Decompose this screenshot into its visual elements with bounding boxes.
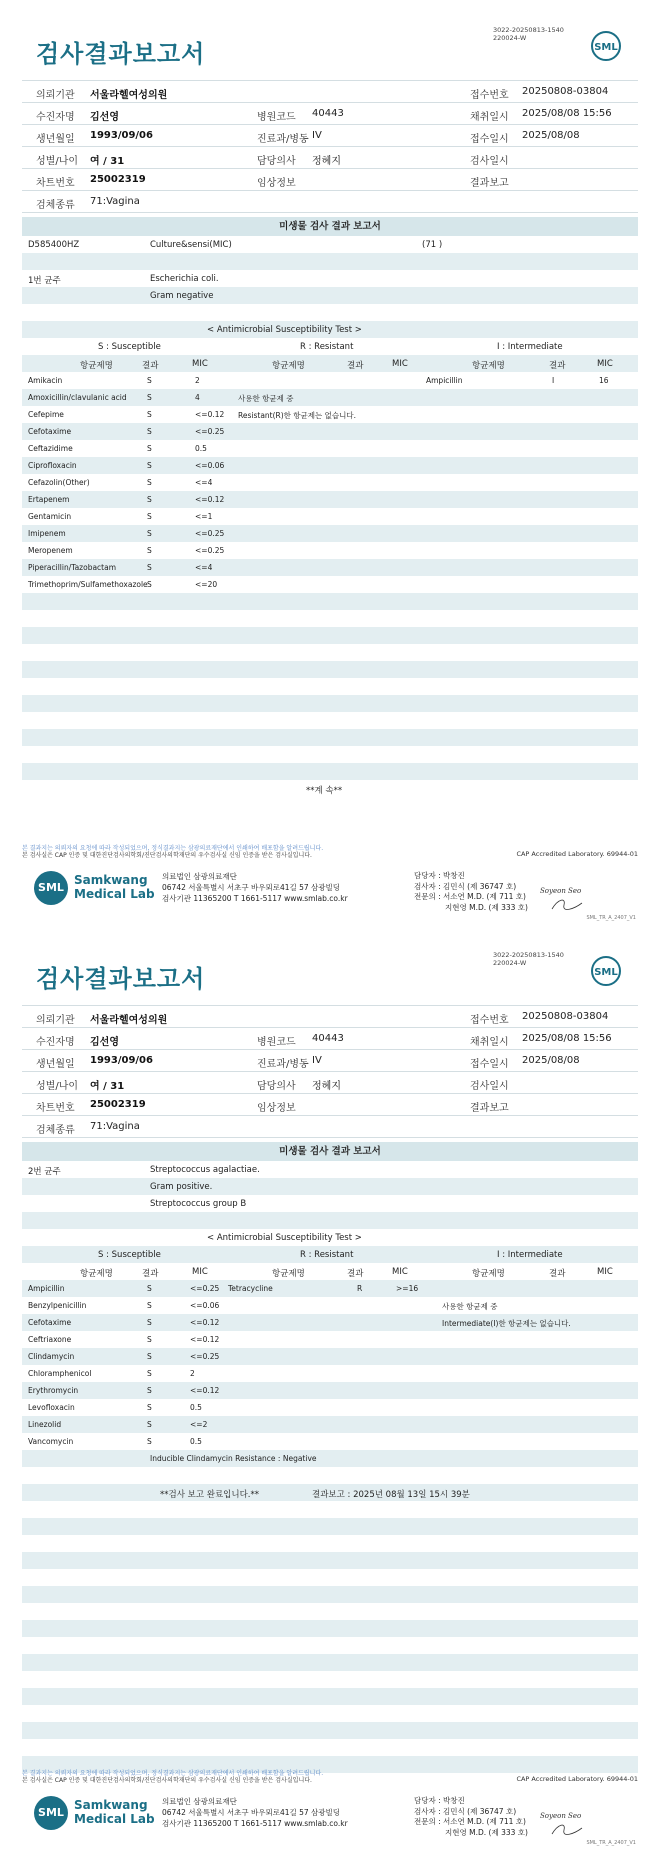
staff-list [414, 1796, 528, 1838]
value-collected: 2025/08/08 15:56 [522, 108, 612, 119]
drug-result: S [147, 1420, 152, 1429]
drug-result: S [147, 580, 152, 589]
footer-notice: 본 결과지는 의뢰자의 요청에 따라 작성되었으며, 정식결과지는 삼광의료재단에서 인쇄하여 배포함을 알려드립니다. [22, 1770, 324, 1777]
value-receipt-no: 20250808-03804 [522, 86, 609, 97]
drug-name: Piperacillin/Tazobactam [28, 563, 117, 572]
test-row [22, 236, 638, 253]
col-drug: 항균제명 [80, 1269, 113, 1279]
group-row [22, 1195, 638, 1212]
label-institution: 의뢰기관 [36, 90, 75, 101]
spacer-row [22, 1603, 638, 1620]
spacer-row [22, 729, 638, 746]
document-id-line2: 220024-W [493, 34, 527, 42]
staff-specialist-2: 지현영 M.D. (제 333 호) [445, 902, 528, 912]
legend-resistant: R : Resistant [300, 1250, 354, 1260]
ast-row [22, 423, 638, 440]
value-sex-age: 여 / 31 [90, 1081, 125, 1092]
ast-row [22, 1280, 638, 1297]
drug-result: S [147, 410, 152, 419]
drug-result: S [147, 1386, 152, 1395]
document-id [493, 26, 564, 42]
isolate-label: 2번 균주 [28, 1167, 61, 1177]
spacer-row [22, 1552, 638, 1569]
spacer-row [22, 678, 638, 695]
label-collected: 채취일시 [470, 1037, 509, 1048]
drug-mic: <=0.25 [190, 1352, 220, 1361]
drug-result: S [147, 444, 152, 453]
drug-result: S [147, 1352, 152, 1361]
document-id [493, 951, 564, 967]
value-institution: 서울라헬여성의원 [90, 90, 168, 101]
ast-row [22, 559, 638, 576]
drug-name: Tetracycline [228, 1284, 273, 1293]
value-dob: 1993/09/06 [90, 130, 153, 141]
staff-specialist-1: 전문의 : 서소연 M.D. (제 711 호) [414, 1817, 526, 1826]
drug-mic: <=0.12 [195, 410, 225, 419]
drug-name: Ceftriaxone [28, 1335, 72, 1344]
spacer-row [22, 1671, 638, 1688]
ast-row [22, 1348, 638, 1365]
spacer-row [22, 644, 638, 661]
drug-name: Trimethoprim/Sulfamethoxazole [28, 580, 148, 589]
drug-result: S [147, 1318, 152, 1327]
drug-mic: <=0.12 [190, 1318, 220, 1327]
drug-name: Imipenem [28, 529, 66, 538]
drug-mic: <=0.06 [190, 1301, 220, 1310]
value-specimen: 71:Vagina [90, 196, 140, 207]
spacer-row [22, 1569, 638, 1586]
brand-line2: Medical Lab [74, 1812, 155, 1826]
spacer-row [22, 712, 638, 729]
drug-result: S [147, 1335, 152, 1344]
label-collected: 채취일시 [470, 112, 509, 123]
ast-row [22, 1297, 638, 1314]
drug-result: S [147, 495, 152, 504]
drug-name: Amoxicillin/clavulanic acid [28, 393, 127, 402]
value-dob: 1993/09/06 [90, 1055, 153, 1066]
col-mic: MIC [597, 1267, 613, 1277]
report-page-2 [0, 925, 655, 1850]
cap-accreditation: CAP Accredited Laboratory. 69944-01 [516, 1775, 638, 1783]
col-result: 결과 [142, 1269, 159, 1279]
col-mic: MIC [392, 359, 408, 369]
label-hospital-code: 병원코드 [257, 1037, 296, 1048]
drug-mic: <=4 [195, 478, 213, 487]
legend-resistant: R : Resistant [300, 342, 354, 352]
label-doctor: 담당의사 [257, 1081, 296, 1092]
spacer-row [22, 1586, 638, 1603]
label-dept: 진료과/병동 [257, 1059, 309, 1070]
ast-row [22, 491, 638, 508]
gram-stain: Gram positive. [150, 1182, 213, 1192]
org-name: 의료법인 삼광의료재단 [162, 1797, 237, 1806]
note-line: Resistant(R)한 항균제는 없습니다. [238, 411, 357, 420]
drug-name: Chloramphenicol [28, 1369, 92, 1378]
drug-result: S [147, 563, 152, 572]
organism-name: Streptococcus agalactiae. [150, 1165, 260, 1175]
col-result: 결과 [347, 361, 364, 371]
ast-row [22, 372, 638, 389]
label-institution: 의뢰기관 [36, 1015, 75, 1026]
drug-result: S [147, 393, 152, 402]
document-id-line2: 220024-W [493, 959, 527, 967]
ast-row [22, 1433, 638, 1450]
label-dob: 생년월일 [36, 134, 75, 145]
page-title: 검사결과보고서 [36, 40, 206, 68]
drug-mic: 4 [195, 393, 200, 402]
ast-column-header-row [22, 355, 638, 372]
spacer-row [22, 253, 638, 270]
label-sex-age: 성별/나이 [36, 156, 79, 167]
sml-footer-logo-icon: SML [34, 871, 68, 905]
ast-row [22, 542, 638, 559]
footer-cert: 본 검사실은 CAP 인증 및 대한진단검사의학회/진단검사의학재단의 우수검사실 신임 인증을 받은 검사실입니다. [22, 1777, 312, 1784]
label-clinical: 임상정보 [257, 178, 296, 189]
footer-notice: 본 결과지는 의뢰자의 요청에 따라 작성되었으며, 정식결과지는 삼광의료재단에서 인쇄하여 배포함을 알려드립니다. [22, 845, 324, 852]
drug-mic: <=2 [190, 1420, 208, 1429]
form-version: SML_TR_A_2407_V1 [586, 1840, 636, 1846]
col-drug: 항균제명 [472, 1269, 505, 1279]
inducible-row [22, 1450, 638, 1467]
drug-mic: <=0.25 [195, 529, 225, 538]
staff-specialist-1: 전문의 : 서소연 M.D. (제 711 호) [414, 892, 526, 901]
ast-title-row [22, 321, 638, 338]
signature-text: Soyeon Seo [540, 1812, 582, 1820]
sml-logo-icon: SML [591, 31, 621, 61]
value-collected: 2025/08/08 15:56 [522, 1033, 612, 1044]
drug-mic: <=1 [195, 512, 213, 521]
drug-mic: <=0.06 [195, 461, 225, 470]
value-chart: 25002319 [90, 1099, 146, 1110]
patient-info-header [22, 1005, 638, 1138]
form-version: SML_TR_A_2407_V1 [586, 915, 636, 921]
label-chart: 차트번호 [36, 1103, 75, 1114]
continued-text: **계 속** [306, 786, 343, 796]
drug-mic: 16 [599, 376, 609, 385]
legend-intermediate: I : Intermediate [497, 1250, 563, 1260]
value-specimen: 71:Vagina [90, 1121, 140, 1132]
signature-icon [538, 883, 598, 913]
value-sex-age: 여 / 31 [90, 156, 125, 167]
label-tested: 검사일시 [470, 1081, 509, 1092]
brand-name [74, 873, 155, 901]
drug-result: S [147, 546, 152, 555]
drug-result: S [147, 1437, 152, 1446]
organism-name: Escherichia coli. [150, 274, 219, 284]
ast-legend-row [22, 338, 638, 355]
staff-manager: 담당자 : 박창진 [414, 871, 465, 880]
staff-specialist-2: 지현영 M.D. (제 333 호) [445, 1827, 528, 1837]
org-address: 06742 서울특별시 서초구 바우뫼로41길 57 삼광빌딩 [162, 883, 341, 892]
drug-mic: 0.5 [190, 1437, 202, 1446]
label-received: 접수일시 [470, 134, 509, 145]
label-tested: 검사일시 [470, 156, 509, 167]
drug-mic: 2 [195, 376, 200, 385]
drug-name: Vancomycin [28, 1437, 74, 1446]
value-doctor: 정혜지 [312, 156, 341, 167]
ast-column-header-row [22, 1263, 638, 1280]
drug-name: Ciprofloxacin [28, 461, 77, 470]
org-contact: 검사기관 11365200 T 1661-5117 www.smlab.co.kr [162, 1819, 348, 1828]
ast-row [22, 525, 638, 542]
isolate-label: 1번 균주 [28, 276, 61, 286]
spacer-row [22, 1535, 638, 1552]
page2-results [22, 1161, 638, 1773]
drug-name: Cefotaxime [28, 1318, 72, 1327]
legend-intermediate: I : Intermediate [497, 342, 563, 352]
drug-name: Benzylpenicillin [28, 1301, 87, 1310]
brand-line1: Samkwang [74, 1798, 148, 1812]
label-reported: 결과보고 [470, 178, 509, 189]
label-patient: 수진자명 [36, 112, 75, 123]
label-dept: 진료과/병동 [257, 134, 309, 145]
drug-result: S [147, 512, 152, 521]
label-reported: 결과보고 [470, 1103, 509, 1114]
drug-result: S [147, 1301, 152, 1310]
document-id-line1: 3022-20250813-1540 [493, 951, 564, 959]
note-line: 사용한 항균제 중 [238, 394, 294, 403]
ast-title-row [22, 1229, 638, 1246]
spacer-row [22, 1637, 638, 1654]
staff-tester: 검사자 : 김민식 (제 36747 호) [414, 1806, 517, 1816]
col-mic: MIC [597, 359, 613, 369]
spacer-row [22, 1501, 638, 1518]
gram-stain: Gram negative [150, 291, 214, 301]
institution-address [162, 1796, 348, 1829]
col-drug: 항균제명 [272, 1269, 305, 1279]
drug-result: S [147, 1284, 152, 1293]
institution-address [162, 871, 348, 904]
col-result: 결과 [549, 1269, 566, 1279]
legend-susceptible: S : Susceptible [98, 1250, 161, 1260]
drug-mic: <=20 [195, 580, 218, 589]
document-id-line1: 3022-20250813-1540 [493, 26, 564, 34]
spacer-row [22, 1688, 638, 1705]
label-doctor: 담당의사 [257, 156, 296, 167]
footer-cert: 본 검사실은 CAP 인증 및 대한진단검사의학회/진단검사의학재단의 우수검사실 신임 인증을 받은 검사실입니다. [22, 852, 312, 859]
label-sex-age: 성별/나이 [36, 1081, 79, 1092]
value-chart: 25002319 [90, 174, 146, 185]
page-title: 검사결과보고서 [36, 965, 206, 993]
gram-row [22, 287, 638, 304]
cap-accreditation: CAP Accredited Laboratory. 69944-01 [516, 850, 638, 858]
ast-row [22, 457, 638, 474]
ast-row [22, 1314, 638, 1331]
label-dob: 생년월일 [36, 1059, 75, 1070]
drug-result: S [147, 427, 152, 436]
drug-name: Ceftazidime [28, 444, 73, 453]
label-receipt-no: 접수번호 [470, 90, 509, 101]
note-line: Intermediate(I)한 항균제는 없습니다. [442, 1319, 571, 1328]
col-drug: 항균제명 [272, 361, 305, 371]
drug-mic: 0.5 [190, 1403, 202, 1412]
ast-title: < Antimicrobial Susceptibility Test > [207, 1233, 362, 1243]
drug-result: S [147, 376, 152, 385]
org-name: 의료법인 삼광의료재단 [162, 872, 237, 881]
spacer-row [22, 1518, 638, 1535]
value-institution: 서울라헬여성의원 [90, 1015, 168, 1026]
drug-name: Ertapenem [28, 495, 70, 504]
inducible-clindamycin: Inducible Clindamycin Resistance : Negative [150, 1454, 317, 1463]
ast-row [22, 508, 638, 525]
drug-result: S [147, 1369, 152, 1378]
col-result: 결과 [347, 1269, 364, 1279]
isolate-row [22, 270, 638, 287]
drug-name: Cefotaxime [28, 427, 72, 436]
staff-manager: 담당자 : 박창진 [414, 1796, 465, 1805]
drug-mic: >=16 [396, 1284, 419, 1293]
drug-name: Cefepime [28, 410, 64, 419]
spacer-row [22, 1620, 638, 1637]
drug-name: Levofloxacin [28, 1403, 75, 1412]
patient-info-header [22, 80, 638, 213]
label-specimen: 검체종류 [36, 1125, 75, 1136]
test-value: (71 ) [422, 240, 443, 250]
value-receipt-no: 20250808-03804 [522, 1011, 609, 1022]
value-received: 2025/08/08 [522, 130, 580, 141]
drug-mic: <=0.12 [190, 1386, 220, 1395]
ast-row [22, 1399, 638, 1416]
spacer-row [22, 1739, 638, 1756]
col-drug: 항균제명 [80, 361, 113, 371]
spacer-row [22, 1722, 638, 1739]
spacer-row [22, 1654, 638, 1671]
drug-name: Ampicillin [426, 376, 463, 385]
drug-result: S [147, 1403, 152, 1412]
label-received: 접수일시 [470, 1059, 509, 1070]
spacer-row [22, 627, 638, 644]
ast-row [22, 389, 638, 406]
sml-logo-icon: SML [591, 956, 621, 986]
signature-icon [538, 1808, 598, 1838]
drug-mic: 0.5 [195, 444, 207, 453]
drug-result: S [147, 461, 152, 470]
col-result: 결과 [549, 361, 566, 371]
drug-result: R [357, 1284, 363, 1293]
ast-row [22, 406, 638, 423]
ast-row [22, 1365, 638, 1382]
ast-row [22, 1416, 638, 1433]
ast-row [22, 1382, 638, 1399]
brand-name [74, 1798, 155, 1826]
drug-mic: <=0.12 [190, 1335, 220, 1344]
org-address: 06742 서울특별시 서초구 바우뫼로41길 57 삼광빌딩 [162, 1808, 341, 1817]
report-complete-row [22, 1484, 638, 1501]
drug-name: Ampicillin [28, 1284, 65, 1293]
drug-mic: <=0.25 [190, 1284, 220, 1293]
org-contact: 검사기관 11365200 T 1661-5117 www.smlab.co.kr [162, 894, 348, 903]
micro-section [22, 1142, 638, 1161]
ast-legend-row [22, 1246, 638, 1263]
drug-name: Amikacin [28, 376, 63, 385]
value-patient: 김선영 [90, 1037, 119, 1048]
spacer-row [22, 1705, 638, 1722]
section-title: 미생물 검사 결과 보고서 [22, 217, 638, 236]
continued-row [22, 780, 638, 797]
label-clinical: 임상정보 [257, 1103, 296, 1114]
spacer-row [22, 661, 638, 678]
col-result: 결과 [142, 361, 159, 371]
legend-susceptible: S : Susceptible [98, 342, 161, 352]
value-hospital-code: 40443 [312, 108, 344, 119]
ast-row [22, 1331, 638, 1348]
report-complete: **검사 보고 완료입니다.** [160, 1490, 260, 1500]
drug-name: Meropenem [28, 546, 73, 555]
note-line: 사용한 항균제 중 [442, 1302, 498, 1311]
brand-line1: Samkwang [74, 873, 148, 887]
spacer-row [22, 610, 638, 627]
staff-tester: 검사자 : 김민식 (제 36747 호) [414, 881, 517, 891]
drug-name: Erythromycin [28, 1386, 79, 1395]
section-title: 미생물 검사 결과 보고서 [22, 1142, 638, 1161]
drug-mic: <=0.25 [195, 427, 225, 436]
drug-name: Cefazolin(Other) [28, 478, 90, 487]
label-patient: 수진자명 [36, 1037, 75, 1048]
micro-section [22, 217, 638, 236]
brand-line2: Medical Lab [74, 887, 155, 901]
drug-mic: <=0.25 [195, 546, 225, 555]
drug-mic: 2 [190, 1369, 195, 1378]
sml-footer-logo-icon: SML [34, 1796, 68, 1830]
value-received: 2025/08/08 [522, 1055, 580, 1066]
col-mic: MIC [192, 359, 208, 369]
drug-mic: <=0.12 [195, 495, 225, 504]
drug-name: Clindamycin [28, 1352, 75, 1361]
label-receipt-no: 접수번호 [470, 1015, 509, 1026]
spacer-row [22, 304, 638, 321]
label-hospital-code: 병원코드 [257, 112, 296, 123]
test-code: D585400HZ [28, 240, 80, 250]
value-hospital-code: 40443 [312, 1033, 344, 1044]
isolate-row [22, 1161, 638, 1178]
spacer-row [22, 695, 638, 712]
col-mic: MIC [392, 1267, 408, 1277]
spacer-row [22, 763, 638, 780]
test-name: Culture&sensi(MIC) [150, 240, 232, 250]
drug-mic: <=4 [195, 563, 213, 572]
drug-result: S [147, 478, 152, 487]
col-mic: MIC [192, 1267, 208, 1277]
organism-group: Streptococcus group B [150, 1199, 247, 1209]
col-drug: 항균제명 [472, 361, 505, 371]
value-patient: 김선영 [90, 112, 119, 123]
staff-list [414, 871, 528, 913]
value-dept: IV [312, 1055, 322, 1066]
spacer-row [22, 593, 638, 610]
drug-result: I [552, 376, 555, 385]
ast-title: < Antimicrobial Susceptibility Test > [207, 325, 362, 335]
drug-name: Linezolid [28, 1420, 62, 1429]
ast-row [22, 440, 638, 457]
spacer-row [22, 746, 638, 763]
gram-row [22, 1178, 638, 1195]
value-dept: IV [312, 130, 322, 141]
report-time: 결과보고 : 2025년 08월 13일 15시 39분 [312, 1490, 470, 1500]
spacer-row [22, 1212, 638, 1229]
drug-result: S [147, 529, 152, 538]
label-chart: 차트번호 [36, 178, 75, 189]
ast-row [22, 576, 638, 593]
value-doctor: 정혜지 [312, 1081, 341, 1092]
spacer-row [22, 1467, 638, 1484]
page1-results [22, 236, 638, 797]
ast-row [22, 474, 638, 491]
drug-name: Gentamicin [28, 512, 72, 521]
signature-text: Soyeon Seo [540, 887, 582, 895]
label-specimen: 검체종류 [36, 200, 75, 211]
